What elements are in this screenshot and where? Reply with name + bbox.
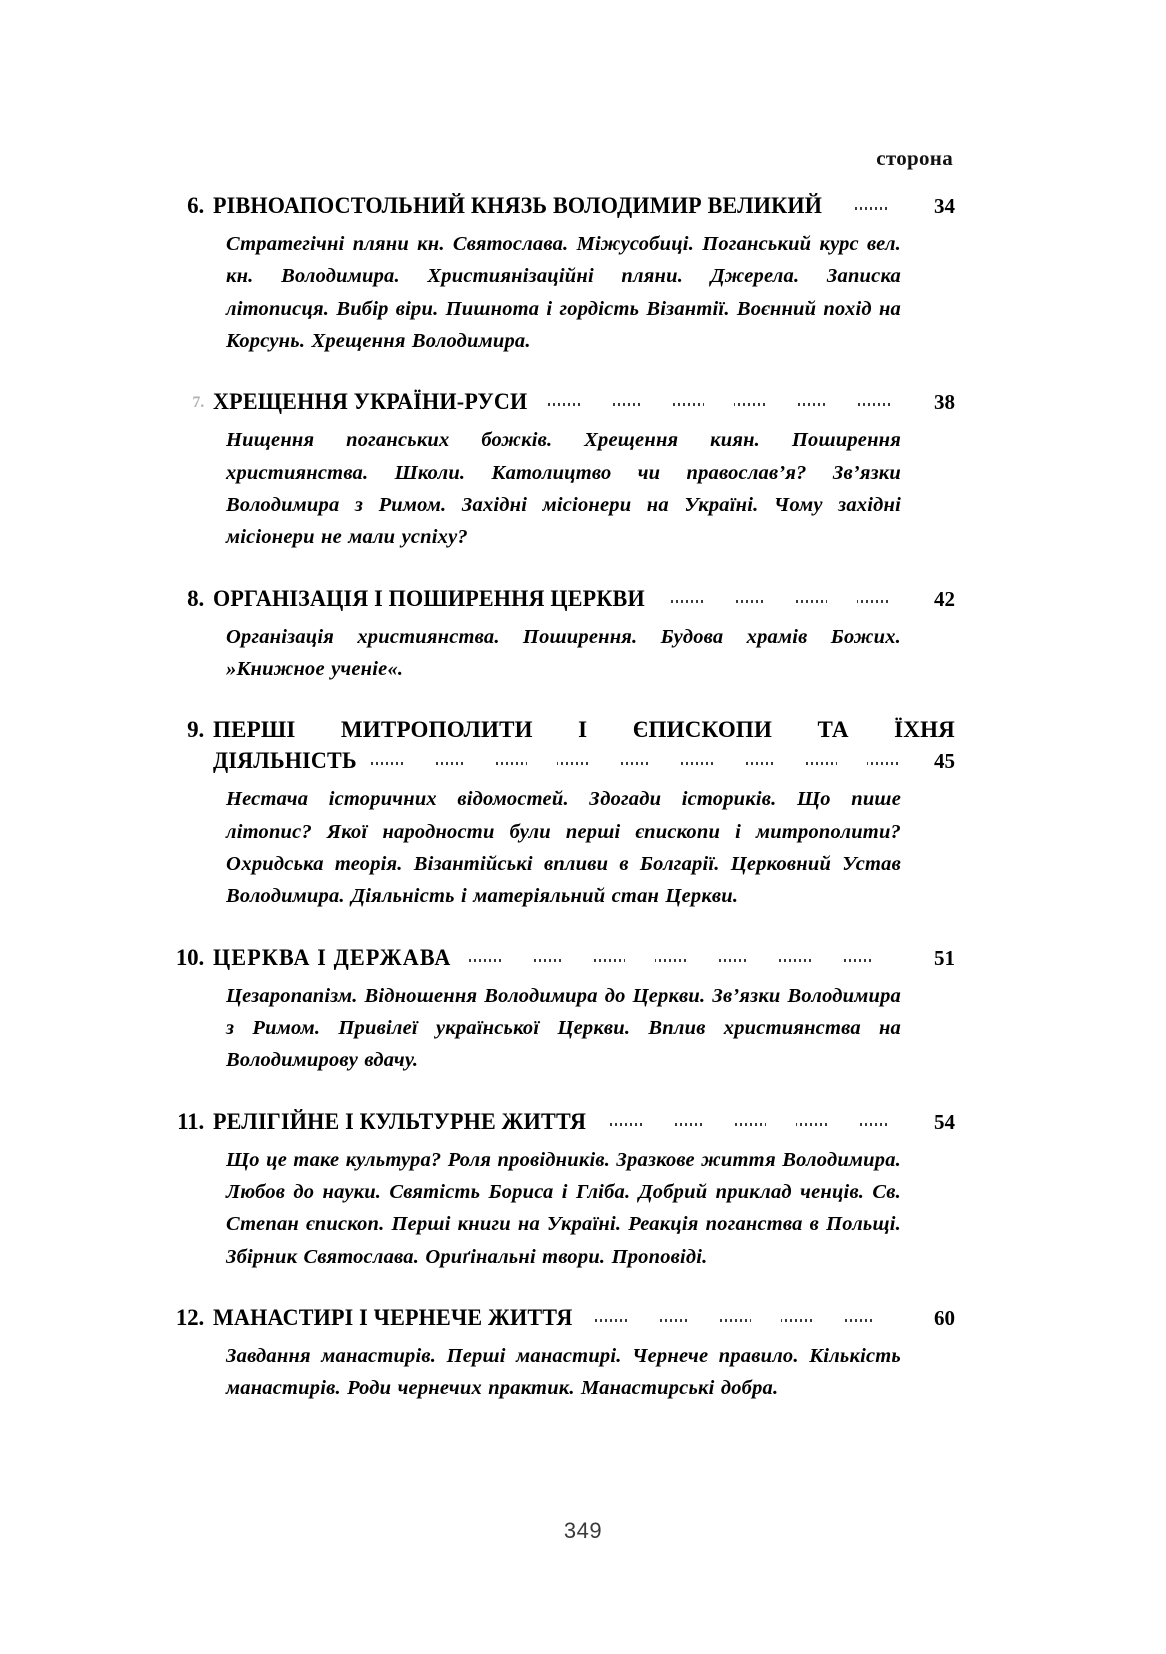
toc-entry-title[interactable]: ХРЕЩЕННЯ УКРАЇНИ-РУСИ xyxy=(213,389,528,415)
toc-entry-title[interactable]: ЦЕРКВА І ДЕРЖАВА xyxy=(213,944,452,970)
toc-entry-number: 7. xyxy=(192,394,204,412)
toc-title-line xyxy=(213,1107,955,1137)
toc-entry-title[interactable]: МАНАСТИРІ І ЧЕРНЕЧЕ ЖИТТЯ xyxy=(213,1305,573,1331)
toc-page-number[interactable]: 38 xyxy=(934,390,955,415)
toc-title-wrap xyxy=(213,715,955,776)
toc-entry-heading xyxy=(160,1107,955,1137)
toc-entry-number: 9. xyxy=(187,717,204,743)
toc-page-number[interactable]: 34 xyxy=(934,194,955,218)
toc-entry-title[interactable]: РЕЛІГІЙНЕ І КУЛЬТУРНЕ ЖИТТЯ xyxy=(213,1108,587,1134)
dot-leader xyxy=(610,1109,901,1129)
toc-title-wrap xyxy=(213,191,955,221)
toc-entry-title-continued[interactable]: ДІЯЛЬНІСТЬ xyxy=(213,748,357,774)
toc-title-wrap xyxy=(213,1303,955,1333)
toc-entry-9[interactable] xyxy=(160,715,955,912)
toc-entry-6[interactable] xyxy=(160,191,955,357)
toc-entry-heading xyxy=(160,584,955,614)
toc-page-number[interactable]: 60 xyxy=(934,1306,955,1331)
toc-title-line-2 xyxy=(213,746,955,776)
toc-entry-description: Організація християнства. Поширення. Будова храмів Божих. »Книжное ученіе«. xyxy=(226,625,901,681)
toc-content xyxy=(160,148,955,1405)
toc-title-line xyxy=(213,387,955,417)
toc-title-line xyxy=(213,943,955,973)
toc-page-number[interactable]: 51 xyxy=(934,945,955,970)
toc-entry-11[interactable] xyxy=(160,1107,955,1273)
toc-entry-heading xyxy=(160,715,955,776)
toc-entry-description: Стратегічні пляни кн. Святослава. Міжусобиці. Поганський курс вел. кн. Володимира. Християнізаційні пляни. Джерела. Записка літописця. Вибір віри. Пишнота і гордість Візантії. Воєнний похід на Корсунь. Хрещення Володимира. xyxy=(226,232,901,353)
toc-entry-heading xyxy=(160,943,955,973)
toc-entry-title[interactable]: ОРГАНІЗАЦІЯ І ПОШИРЕННЯ ЦЕРКВИ xyxy=(213,585,645,611)
toc-entry-number: 6. xyxy=(187,193,204,218)
toc-entry-description: Цезаропапізм. Відношення Володимира до Церкви. Зв’язки Володимира з Римом. Привілеї української Церкви. Вплив християнства на Володимирову вдачу. xyxy=(226,984,901,1072)
toc-entry-number: 8. xyxy=(187,585,204,611)
toc-title-wrap xyxy=(213,584,955,614)
toc-title-wrap xyxy=(213,943,955,973)
toc-entry-heading xyxy=(160,1303,955,1333)
toc-entry-number: 12. xyxy=(175,1305,204,1331)
toc-entry-number: 10. xyxy=(175,944,204,970)
toc-title-wrap xyxy=(213,1107,955,1137)
toc-entry-7[interactable] xyxy=(160,387,955,553)
toc-page-number[interactable]: 42 xyxy=(934,586,955,611)
dot-leader xyxy=(855,193,901,213)
toc-title-line xyxy=(213,191,955,221)
dot-leader xyxy=(671,586,901,606)
toc-page-number[interactable]: 45 xyxy=(934,749,955,774)
page-column-header: сторона xyxy=(876,146,953,170)
toc-entry-description: Завдання манастирів. Перші манастирі. Чернече правило. Кількість манастирів. Роди чернечих практик. Манастирські добра. xyxy=(226,1345,901,1400)
page-folio-number: 349 xyxy=(563,1518,603,1543)
toc-entry-heading xyxy=(160,387,955,417)
toc-title-line xyxy=(213,584,955,614)
toc-entry-description: Нестача історичних відомостей. Здогади істориків. Що пише літопис? Якої народности були перші єпископи і митрополити? Охридська теорія. Візантійські впливи в Болгарії. Церковний Устав Володимира. Діяльність і матеріяльний стан Церкви. xyxy=(226,788,901,908)
toc-title-wrap xyxy=(213,387,955,417)
toc-entry-description: Нищення поганських божків. Хрещення киян. Поширення християнства. Школи. Католицтво чи православ’я? Зв’язки Володимира з Римом. Західні місіонери на Україні. Чому західні місіонери не мали успіху? xyxy=(226,429,901,549)
toc-entry-description: Що це таке культура? Роля провідників. Зразкове життя Володимира. Любов до науки. Святість Бориса і Гліба. Добрий приклад ченців. Св. Степан єпископ. Перші книги на Україні. Реакція поганства в Польщі. Збірник Святослава. Ориґінальні твори. Проповіді. xyxy=(226,1148,901,1268)
toc-entry-number: 11. xyxy=(177,1108,204,1134)
toc-entry-title[interactable]: РІВНОАПОСТОЛЬНИЙ КНЯЗЬ ВОЛОДИМИР ВЕЛИКИЙ xyxy=(213,193,823,218)
toc-entry-12[interactable] xyxy=(160,1303,955,1405)
toc-entry-10[interactable] xyxy=(160,943,955,1077)
toc-entry-heading xyxy=(160,191,955,221)
dot-leader xyxy=(548,389,901,409)
toc-title-line xyxy=(213,1303,955,1333)
toc-entry-title[interactable]: ПЕРШІ МИТРОПОЛИТИ І ЄПИСКОПИ ТА ЇХНЯ xyxy=(213,717,955,743)
toc-title-line xyxy=(213,715,955,745)
dot-leader xyxy=(595,1305,901,1325)
dot-leader xyxy=(371,748,901,768)
dot-leader xyxy=(469,945,901,965)
toc-page-number[interactable]: 54 xyxy=(934,1109,955,1134)
toc-entry-8[interactable] xyxy=(160,584,955,686)
